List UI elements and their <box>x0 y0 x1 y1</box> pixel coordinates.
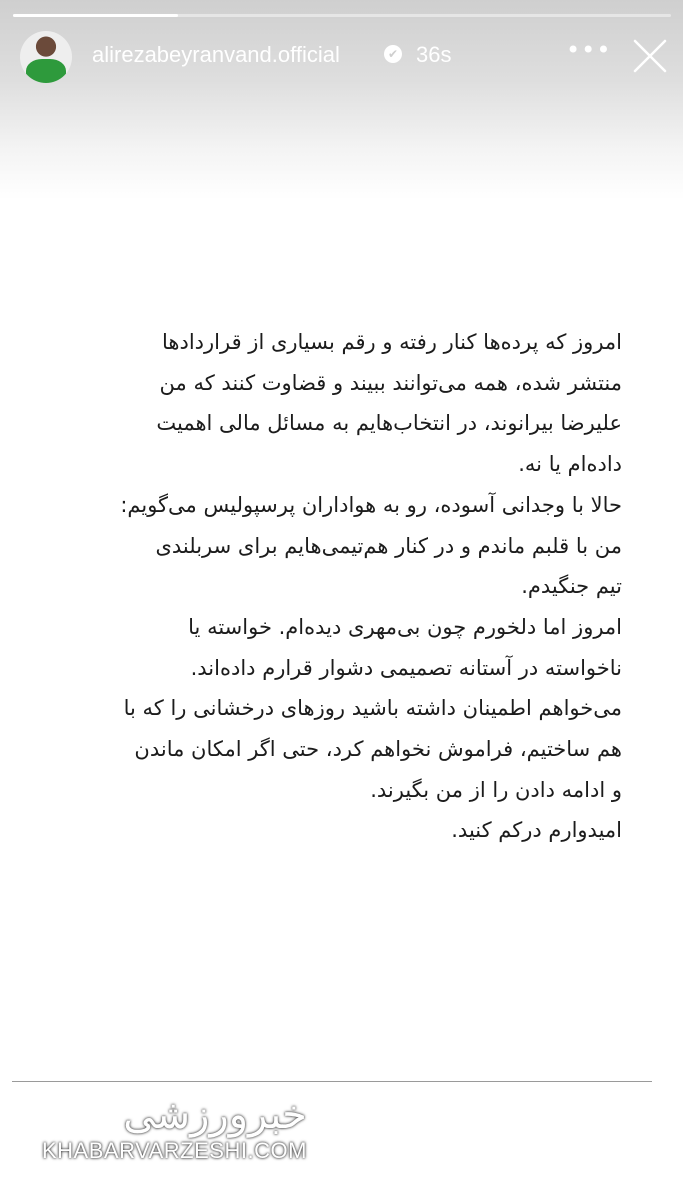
text-line: تیم جنگیدم. <box>521 574 622 599</box>
header-gradient <box>0 0 683 200</box>
text-line: ناخواسته در آستانه تصمیمی دشوار قرارم داده‌اند. <box>190 655 622 680</box>
divider <box>12 1081 652 1082</box>
more-options-button[interactable]: ••• <box>566 36 612 64</box>
verified-badge-icon: ✔ <box>384 45 402 63</box>
avatar-image <box>26 59 66 83</box>
text-line: علیرضا بیرانوند، در انتخاب‌هایم به مسائل مالی اهمیت <box>156 411 622 436</box>
watermark-persian: خبرورزشی <box>123 1092 307 1138</box>
text-line: می‌خواهم اطمینان داشته باشید روزهای درخشانی را که با <box>123 696 622 721</box>
story-progress-bar <box>13 14 671 17</box>
text-line: حالا با وجدانی آسوده، رو به هواداران پرسپولیس می‌گویم: <box>120 492 622 517</box>
watermark-url: KHABARVARZESHI.COM <box>42 1138 307 1163</box>
close-icon[interactable] <box>630 36 670 76</box>
text-line: امروز اما دلخورم چون بی‌مهری دیده‌ام. خواسته یا <box>188 614 622 639</box>
watermark-logo <box>42 1092 307 1164</box>
text-line: داده‌ام یا نه. <box>518 452 622 477</box>
timestamp: 36s <box>416 42 452 67</box>
text-line: من با قلبم ماندم و در کنار هم‌تیمی‌هایم برای سربلندی <box>155 533 622 558</box>
story-text <box>22 322 622 851</box>
text-line: امیدوارم درکم کنید. <box>451 818 622 843</box>
text-line: امروز که پرده‌ها کنار رفته و رقم بسیاری از قراردادها <box>162 330 622 354</box>
avatar[interactable] <box>20 31 72 83</box>
text-line: منتشر شده، همه می‌توانند ببیند و قضاوت کنند که من <box>159 370 622 395</box>
text-line: هم ساختیم، فراموش نخواهم کرد، حتی اگر امکان ماندن <box>134 737 622 762</box>
story-progress-fill <box>13 14 178 17</box>
username[interactable]: alirezabeyranvand.official <box>92 42 340 67</box>
text-line: و ادامه دادن را از من بگیرند. <box>370 777 622 802</box>
